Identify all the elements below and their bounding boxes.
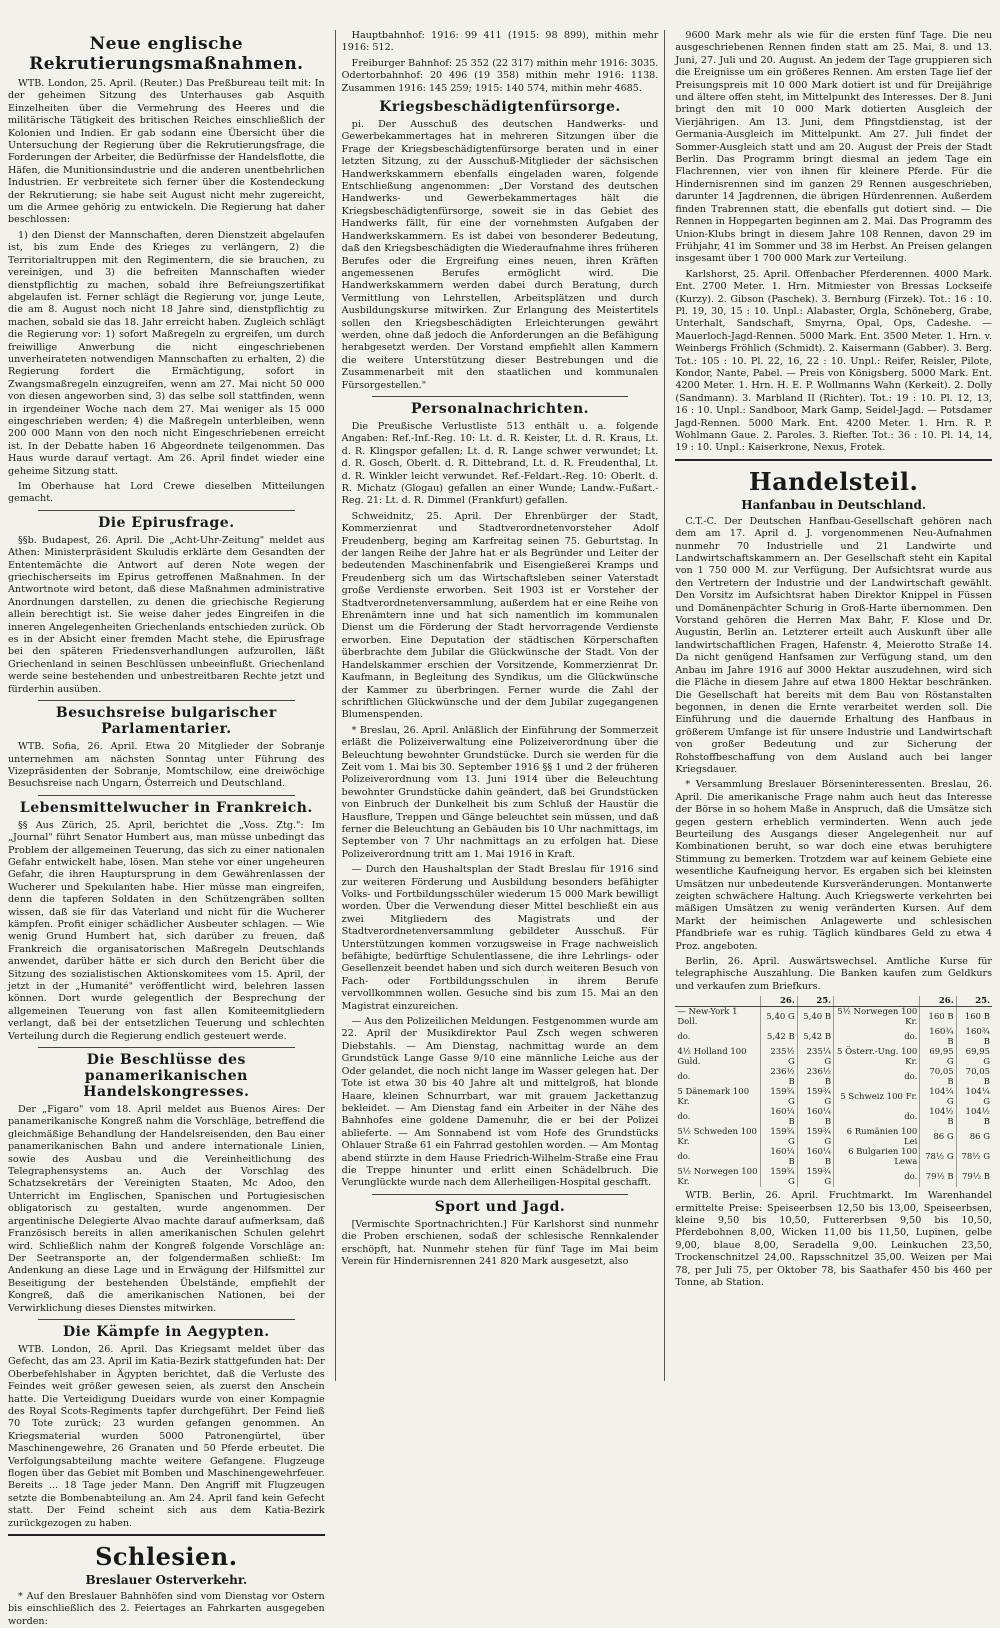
divider [38, 510, 295, 511]
table-cell: do. [677, 1112, 691, 1123]
table-cell: 235½ G [761, 1047, 797, 1067]
table-cell: 160¾ B [956, 1027, 992, 1047]
table-row [675, 1027, 992, 1047]
table-header-cell: 26. [761, 996, 797, 1007]
table-cell: 235¼ G [797, 1047, 833, 1067]
table-cell: do. [834, 1067, 920, 1087]
table-cell: 159¾ G [797, 1167, 833, 1187]
table-cell: 236½ B [797, 1067, 833, 1087]
table-cell: 5½ Norwegen 100 Kr. [677, 1167, 758, 1188]
article-paragraph: C.T.-C. Der Deutschen Hanfbau-Gesellschaft gehören nach dem am 17. April d. J. vorgenommenen Neu-Aufnahmen nunmehr 70 Industrielle und 21 Landwirte und Landwirtschaftskammern an. Der Gesellschaft steht ein Kapital von 1 750 000 M. zur Verfügung. Der Aufsichtsrat wurde aus den Vertretern der Industrie und der Landwirtschaft gewählt. Den Vorsitz im Aufsichtsrat haben Direktor Knippel in Füssen und Domänenpächter Schurig in Groß-Harte übernommen. Den Vorstand gehören die Herren Max Bahr, F. Klose und Dr. Augustin, Berlin an. Letzterer erteilt auch Auskunft über alle landwirtschaftlichen Fragen, Hafenstr. 4, Meierotto Straße 14. Da nicht genügend Hanfsamen zur Verfügung stand, um den Anbau im Jahre 1916 auf 3000 Hektar auszudehnen, wird sich die Fläche in diesem Jahre auf etwa 1800 Hektar beschränken. Die Gesellschaft hat bereits mit dem Bau von Röstanstalten begonnen, in denen die Ernte verarbeitet werden soll. Die Einführung und die dauernde Erhaltung des Hanfbaus in größerem Umfange ist für unsere Industrie und Landwirtschaft von großer Bedeutung und zur Sicherung der Rohstoffbeschaffung von dem Ausland auch bei langer Kriegsdauer. [675, 515, 993, 775]
table-cell: 79½ B [956, 1167, 992, 1187]
table-cell: do. [834, 1027, 920, 1047]
article-paragraph: §§b. Budapest, 26. April. Die „Acht-Uhr-Zeitung" meldet aus Athen: Ministerpräsident Skuludis erklärte dem Gesandten der Ententemächte die Antwort auf deren Note wegen der griechischerseits im Epirus getroffenen Maßnahmen. In der Antwortnote wird betont, daß diese Maßnahmen administrative Anordnungen darstellen, zu denen die griechische Regierung allein berechtigt ist. Sie weise daher jedes Eingreifen in die inneren Angelegenheiten Griechenlands entschieden zurück. Ob es in der Absicht einer fremden Macht stehe, die Epirusfrage bei den späteren Friedensverhandlungen aufzurollen, läßt Griechenland in seinen Beschlüssen unbeeinflußt. Griechenland werde seine bestehenden und unbestreitbaren Rechte jetzt und fürderhin ausüben. [8, 534, 325, 695]
article-headline: Personalnachrichten. [411, 400, 589, 417]
article-paragraph: * Versammlung Breslauer Börseninteressenten. Breslau, 26. April. Die amerikanische Frage nahm auch heut das Interesse der Börse in so hohem Maße in Anspruch, daß die Umsätze sich gegen gestern erheblich verminderten. Wenn auch jede Beurteilung des Ausgangs dieser Angelegenheit nur auf Kombinationen beruht, so war doch eine etwas beruhigtere Stimmung zu bemerken. Trotzdem war auf keinem Gebiete eine wesentliche Kaufneigung hervor. Es ergaben sich bei kleinsten Umsätzen nur unbedeutende Kursveränderungen. Montanwerte zeigten schwächere Haltung. Auch Kriegswerte verkehrten bei mäßigen Umsätzen zu wenig veränderten Kursen. Auf dem Markt der heimischen Anlagewerte und schlesischen Pfandbriefe war es ruhig. Täglich kündbares Geld zu etwa 4 Proz. angeboten. [675, 779, 993, 952]
table-cell: 104½ B [956, 1107, 992, 1127]
table-cell: 86 G [920, 1127, 956, 1147]
section-title: Handelsteil. [749, 466, 919, 496]
article-paragraph: pi. Der Ausschuß des deutschen Handwerks- und Gewerbekammertages hat in mehreren Sitzungen über die Frage der Kriegsbeschädigtenfürsorge beraten und in einer letzten Sitzung, zu der Ausschuß-Mitglieder der sächsischen Handwerkskammern ebenfalls eingeladen waren, folgende Entschließung angenommen: „Der Vorstand des deutschen Handwerks- und Gewerbekammertages hält die Kriegsbeschädigtenfürsorge, soweit sie in das Gebiet des Handwerks fällt, für eine der vornehmsten Aufgaben der Handwerkskammern. Es ist dabei von besonderer Bedeutung, daß den Kriegsbeschädigten die Wiederaufnahme ihres früheren Berufes oder die Ergreifung eines neuen, ihren Kräften angemessenen Berufes ermöglicht wird. Die Handwerkskammern werden dabei durch Beratung, durch Vermittlung von Lehrstellen, Arbeitsplätzen und durch Ausbildungskurse mitwirken. Zur Erlangung des Meistertitels sollen den Kriegsbeschädigten Erleichterungen gewährt werden, ohne daß jedoch die Anforderungen an die Befähigung herabgesetzt werden. Der Vorstand empfiehlt allen Kammern die weitere Unterstützung dieser Bestrebungen und die Zusammenarbeit mit den staatlichen und kommunalen Fürsorgestellen." [341, 119, 659, 391]
table-cell: 160¼ B [761, 1147, 797, 1167]
section-title: Schlesien. [95, 1542, 238, 1572]
table-cell: — New-York 1 Doll. [677, 1007, 738, 1028]
article-paragraph: WTB. Sofia, 26. April. Etwa 20 Mitglieder der Sobranje unternehmen am nächsten Sonntag unter Führung des Vizepräsidenten der Sobranje, Momtschilow, eine dreiwöchige Besuchsreise nach Ungarn, Österreich und Deutschland. [8, 741, 325, 790]
article-headline: Die Epirusfrage. [98, 514, 235, 531]
table-cell: 159¾ G [761, 1127, 797, 1147]
table-cell: do. [677, 1072, 691, 1083]
table-cell: do. [834, 1167, 920, 1187]
column-2 [335, 30, 666, 1381]
table-cell: 159¾ G [761, 1167, 797, 1187]
table-cell: 6 Rumänien 100 Lei [834, 1127, 920, 1147]
table-cell: 70,05 B [920, 1067, 956, 1087]
table-header-cell [675, 996, 761, 1007]
divider [38, 700, 295, 701]
table-cell: 5,42 B [797, 1027, 833, 1047]
table-row [675, 1047, 992, 1067]
divider [38, 1319, 295, 1320]
article-paragraph: Berlin, 26. April. Auswärtswechsel. Amtliche Kurse für telegraphische Auszahlung. Die Banken kaufen zum Geldkurs und verkaufen zum Briefkurs. [675, 956, 993, 992]
table-cell: 5 Schweiz 100 Fr. [834, 1087, 920, 1107]
table-row [675, 1147, 992, 1167]
table-cell: 160 B [920, 1007, 956, 1028]
table-header-cell [834, 996, 920, 1007]
table-cell: 5½ Schweden 100 Kr. [677, 1127, 757, 1148]
columns [8, 30, 993, 1627]
table-header-cell: 26. [920, 996, 956, 1007]
table-cell: 159¾ G [797, 1087, 833, 1107]
article-headline: Die Kämpfe in Aegypten. [63, 1323, 270, 1340]
article-paragraph: WTB. London, 26. April. Das Kriegsamt meldet über das Gefecht, das am 23. April im Katia-Bezirk stattgefunden hat: Der Oberbefehlshaber in Ägypten berichtet, daß die Verluste des Feindes weit größer gewesen seien, als zuerst den Anschein hatte. Die Verteidigung Dueidars wurde von einer Kompagnie des Royal Scots-Regiments tapfer durchgeführt. Der Feind ließ 70 Tote zurück; 23 wurden gefangen genommen. An Kriegsmaterial wurden 5000 Patronengürtel, über Maschinengewehre, 26 Granaten und 50 Pferde erbeutet. Die Verfolgungsabteilung machte weitere Gefangene. Flugzeuge flogen über das Gebiet mit Bomben und Maschinengewehrfeuer. Bereits ... 18 Tage jeder Mann. Den Angriff mit Flugzeugen setzte die Bombenabteilung an. Am 24. April fand kein Gefecht statt. Der Feind scheint sich aus dem Katia-Bezirk zurückgezogen zu haben. [8, 1343, 325, 1529]
article-paragraph: Hauptbahnhof: 1916: 99 411 (1915: 98 899), mithin mehr 1916: 512. [341, 30, 659, 54]
table-cell: 5 Dänemark 100 Kr. [677, 1087, 750, 1108]
table-cell: 104¼ G [956, 1087, 992, 1107]
article-paragraph: Im Oberhause hat Lord Crewe dieselben Mitteilungen gemacht. [8, 481, 325, 505]
article-paragraph: 9600 Mark mehr als wie für die ersten fünf Tage. Die neu ausgeschriebenen Rennen finden statt am 25. Mai, 8. und 13. Juni, 27. Juli und 20. August. An jedem der Tage gruppieren sich die Ereignisse um ein größeres Rennen. Am ersten Tage lief der Preisungspreis mit 10 000 Mark dotiert ist und für Dreijährige und ältere offen steht, im Mittelpunkt des Interesses. Der 8. Juni bringt den mit 10 000 Mark dotierten Ausgleich der Vierjährigen. Am 13. Juni, dem Pfingstdienstag, ist der Germania-Ausgleich im Mittelpunkt. Am 27. Juli findet der Sommer-Ausgleich statt und am 20. August der Preis der Stadt Berlin. Das Programm bringt diesmal an jedem Tage ein Flachrennen, vier von ihnen für kleinere Pferde. Für die Hindernisrennen sind im ganzen 29 Rennen ausgeschrieben, darunter 14 Jagdrennen, die übrigen Hürdenrennen. Außerdem finden Trabrennen statt, die ebenfalls gut dotiert sind. — Die Rennen in Hoppegarten beginnen am 2. Mai. Das Programm des Union-Klubs bringt in diesem Jahre 108 Rennen, davon 29 im Frühjahr, 41 im Sommer und 38 im Herbst. An Preisen gelangen insgesamt über 1 700 000 Mark zur Verteilung. [675, 30, 993, 265]
table-cell: 5 Österr.-Ung. 100 Kr. [834, 1047, 920, 1067]
table-cell: 104¼ G [920, 1087, 956, 1107]
table-row [675, 1107, 992, 1127]
article-paragraph: Der „Figaro" vom 18. April meldet aus Buenos Aires: Der panamerikanische Kongreß nahm die Vorschläge, betreffend die gleichmäßige Behandlung der Handelsreisenden, den Bau einer panamerikanischen Bahn und andere internationale Linien, sowie des Ausbau und die Vereinheitlichung des Telegraphensystems an. Auch der Vorschlag des Schatzsekretärs der Vereinigten Staaten, Mc Adoo, den Unterricht im Englischen, Spanischen und Portugiesischen obligatorisch zu gestalten, wurde angenommen. Der argentinische Delegierte Alvao machte darauf aufmerksam, daß Französisch bereits in allen amerikanischen Schulen gelehrt wird. Schließlich nahm der Kongreß folgende Vorschläge an: Der Seetransporte an, der folgendermaßen schließt: Im Andenkung an diese Lage und in Erwägung der Hilfsmittel zur Beseitigung der bestehenden Übelstände, empfiehlt der Kongreß, daß die amerikanischen Nationen, bei der Verwirklichung dieses Dienstes mitwirken. [8, 1104, 325, 1314]
table-cell: 79½ B [920, 1167, 956, 1187]
article-paragraph: — Aus den Polizeilichen Meldungen. Festgenommen wurde am 22. April der Musikdirektor Paul Zsch wegen schweren Diebstahls. — Am Dienstag, nachmittag wurde an dem Grundstück Lange Gasse 9/10 eine männliche Leiche aus der Oder gelandet, die noch nicht lange im Wasser gelegen hat. Der Tote ist etwa 30 bis 40 Jahre alt und mittelgroß, hat blonde Haare, kleinen Schnurrbart, war mit grauem Jackettanzug bekleidet. — Am Dienstag fand ein Arbeiter in der Nähe des Bahnhofes eine goldene Damenuhr, die er bei der Polizei ablieferte. — Am Sonnabend ist vom Hofe des Grundstücks Ohlauer Straße 61 ein Fahrrad gestohlen worden. — Am Montag abend stürzte in dem Hause Friedrich-Wilhelm-Straße eine Frau die Treppe hinunter und erlitt einen Schädelbruch. Die Verunglückte wurde nach dem Allerheiligen-Hospital geschafft. [341, 1016, 659, 1189]
table-header-cell: 25. [797, 996, 833, 1007]
article-paragraph: Schweidnitz, 25. April. Der Ehrenbürger der Stadt, Kommerzienrat und Stadtverordnetenvorsteher Adolf Freudenberg, beging am Karfreitag seinen 75. Geburtstag. In der langen Reihe der Jahre hat er als Begründer und Leiter der bedeutenden Maschinenfabrik und Eisengießerei Kramps und Freudenberg sich um das Wirtschaftsleben seiner Vaterstadt große Verdienste erworben. Seit 1903 ist er Vorsteher der Stadtverordnetenversammlung, außerdem hat er eine Reihe von Ehrenämtern inne und hat sich namentlich im kommunalen Dienst um die Förderung der Stadt hervorragende Verdienste erworben. Eine Deputation der städtischen Körperschaften überbrachte dem Jubilar die Glückwünsche der Stadt. Von der Handelskammer erschien der Vorsitzende, Kommerzienrat Dr. Kaufmann, in Begleitung des Syndikus, um die Glückwünsche der Kammer zu überbringen. Ferner wurde die Zahl der schriftlichen Glückwünsche und der dem Jubilar zugegangenen Blumenspenden. [341, 510, 659, 721]
divider [38, 795, 295, 796]
table-cell: 160 B [956, 1007, 992, 1028]
article-paragraph: [Vermischte Sportnachrichten.] Für Karlshorst sind nunmehr die Proben erschienen, sodaß der schlesische Rennkalender erschöpft, hat. Nunmehr stehen für fünf Tage im Mai beim Verein für Hindernisrennen 241 820 Mark ausgesetzt, also [341, 1218, 659, 1267]
table-header-row [675, 996, 992, 1007]
article-paragraph: * Auf den Breslauer Bahnhöfen sind vom Dienstag vor Ostern bis einschließlich des 2. Feiertages an Fahrkarten ausgegeben worden: [8, 1591, 325, 1627]
table-cell: 5,40 G [761, 1007, 797, 1028]
table-cell: 4½ Holland 100 Guld. [677, 1047, 747, 1068]
table-cell: 5,42 B [761, 1027, 797, 1047]
table-row [675, 1087, 992, 1107]
table-row [675, 1127, 992, 1147]
article-paragraph: Die Preußische Verlustliste 513 enthält u. a. folgende Angaben: Ref.-Inf.-Reg. 10: Lt. d. R. Keister, Lt. d. R. Kraus, Lt. d. R. Klingspor gefallen; Lt. d. R. Lange schwer verwundet; Lt. d. R. Gosch, Oberlt. d. R. Dittebrand, Lt. d. R. Freudenthal, Lt. d. R. Winkler leicht verwundet. Ref.-Feldart.-Reg. 10: Oberlt. d. R. Michatz (Glogau) gefallen an einer Wunde; Landw.-Fußart.-Reg. 21: Lt. d. R. Dimmel (Frankfurt) gefallen. [341, 420, 659, 507]
divider [8, 1534, 325, 1536]
divider [372, 396, 629, 397]
article-headline: Lebensmittelwucher in Frankreich. [19, 799, 313, 816]
article-paragraph: Freiburger Bahnhof: 25 352 (22 317) mithin mehr 1916: 3035. Odertorbahnhof: 20 496 (19 358) mithin mehr 1916: 1138. Zusammen 1916: 145 259; 1915: 140 574, mithin mehr 4685. [341, 57, 659, 94]
table-cell: 160¼ B [797, 1147, 833, 1167]
article-paragraph: Karlshorst, 25. April. Offenbacher Pferderennen. 4000 Mark. Ent. 2700 Meter. 1. Hrn. Mitmiester von Bressas Lockseife (Kurzy). 2. Gibson (Paschek). 3. Bernburg (Firzek). Tot.: 16 : 10. Pl. 19, 30, 15 : 10. Unpl.: Alabaster, Orgla, Schöneberg, Grabe, Unterhalt, Sandschaft, Smyrna, Opal, Ops, Cadeshe. — Mauerloch-Jagd-Rennen. 5000 Mark. Ent. 3500 Meter. 1. Hrn. v. Weinbergs Fröhlich (Schmidt). 2. Kaisermann (Gabber). 3. Berg. Tot.: 105 : 10. Pl. 22, 16, 22 : 10. Unpl.: Reifer, Reisler, Pilote, Kondor, Nante, Pabel. — Preis von Königsberg. 5000 Mark. Ent. 4200 Meter. 1. Hrn. H. E. P. Wollmanns Wahn (Kerkeit). 2. Dolly (Sandmann). 3. Marbland II (Richter). Tot.: 19 : 10. Pl. 12, 13, 16 : 10. Unpl.: Sandboor, Mark Gamp, Seidel-Jagd. — Potsdamer Jagd-Rennen. 5000 Mark. Ent. 4200 Meter. 1. Hrn. R. P. Wohlmann Gaue. 2. Paroles. 3. Riefter. Tot.: 36 : 10. Pl. 14, 14, 19 : 10. Unpl.: Kaiserkrone, Nexus, Frotek. [675, 268, 993, 454]
divider [38, 1047, 295, 1048]
table-cell: 104½ B [920, 1107, 956, 1127]
article-headline: Besuchsreise bulgarischer Parlamentarier. [55, 705, 277, 738]
article-paragraph: * Breslau, 26. April. Anläßlich der Einführung der Sommerzeit erläßt die Polizeiverwaltung eine Polizeiverordnung über die Beleuchtung bewohnter Grundstücke. Durch sie werden für die Zeit vom 1. Mai bis 30. September 1916 §§ 1 und 2 der früheren Polizeiverordnung vom 13. Juni 1914 über die Beleuchtung bewohnter Grundstücke dahin geändert, daß bei Grundstücken von Einbruch der Dunkelheit bis zum Schluß der Haustür die Hausflure, Treppen und Gänge beleuchtet sein müssen, und daß ferner die Beleuchtung an Gebäuden bis 10 Uhr nachmittags, im September von 7 Uhr nachmittags an zu erfolgen hat. Diese Polizeiverordnung tritt am 1. Mai 1916 in Kraft. [341, 724, 659, 860]
divider [372, 1194, 629, 1195]
table-header-cell: 25. [956, 996, 992, 1007]
table-row [675, 1067, 992, 1087]
table-cell: 160¼ B [761, 1107, 797, 1127]
divider [675, 459, 992, 461]
article-headline: Die Beschlüsse des panamerikanischen Handelskongresses. [83, 1052, 250, 1101]
column-1 [8, 30, 325, 1627]
article-headline: Neue englische Rekrutierungsmaßnahmen. [29, 34, 304, 74]
article-headline: Sport und Jagd. [434, 1198, 566, 1215]
article-subheadline: Breslauer Osterverkehr. [85, 1573, 248, 1588]
article-paragraph: WTB. Berlin, 26. April. Fruchtmarkt. Im Warenhandel ermittelte Preise: Speiseerbsen 12,50 bis 13,00, Speiseerbsen, kleine 9,50 bis 10,50, Futtererbsen 9,50 bis 10,50, Pferdebohnen 8,00, Wicken 11,00 bis 11,50, Lupinen, gelbe 9,00, blaue 8,00, Seradella 9,00. Leinkuchen 23,50, Trockenschnitzel 24,00. Rapsschnitzel 35,00. Weizen per Mai 78, per Juli 75, per Oktober 78, bis Saathafer 450 bis 460 per Tonne, ab Station. [675, 1190, 993, 1289]
table-cell: 78½ G [956, 1147, 992, 1167]
table-cell: 160¼ B [797, 1107, 833, 1127]
article-headline: Kriegsbeschädigtenfürsorge. [379, 99, 621, 116]
table-cell: 236½ B [761, 1067, 797, 1087]
table-cell: 69,95 G [920, 1047, 956, 1067]
table-cell: 78½ G [920, 1147, 956, 1167]
table-cell: 70,05 B [956, 1067, 992, 1087]
table-row [675, 1007, 992, 1028]
column-3 [675, 30, 992, 1381]
exchange-rates-table [675, 996, 992, 1187]
table-row [675, 1167, 992, 1187]
table-cell: 86 G [956, 1127, 992, 1147]
table-cell: 69,95 G [956, 1047, 992, 1067]
article-subheadline: Hanfanbau in Deutschland. [741, 497, 927, 512]
table-cell: do. [677, 1032, 691, 1043]
article-paragraph: WTB. London, 25. April. (Reuter.) Das Preßbureau teilt mit: In der geheimen Sitzung des Unterhauses gab Asquith Einzelheiten über die Vermehrung des Heeres und die militärische Tätigkeit des britischen Reiches einschließlich der Kolonien und Indien. Er gab sodann eine Übersicht über die Untersuchung der Regierung über die Rekrutierungsfrage, die Forderungen der Arbeiter, die Bedürfnisse der Handelsflotte, die Häfen, die Munitionsindustrie und die anderen unentbehrlichen Industrien. Er verbreitete sich ferner über die Kostendeckung der Rekrutierung; sie habe seit August nicht mehr zugereicht, um die Armee gehörig zu entwickeln. Die Regierung hat daher beschlossen: [8, 78, 325, 226]
article-paragraph: — Durch den Haushaltsplan der Stadt Breslau für 1916 sind zur weiteren Förderung und Ausbildung besonders befähigter Volks- und Fortbildungsschüler wiederum 15 000 Mark bewilligt worden. Über die Verwendung dieser Mittel beschließt ein aus zwei Mitgliedern des Magistrats und der Stadtverordnetenversammlung gebildeter Ausschuß. Für Unterstützungen kommen vorzugsweise in Frage nachweislich befähigte, bedürftige Schulentlassene, die ihre Lehrlings- oder Gesellenzeit beendet haben und sich durch weiteren Besuch von Fach- oder Fortbildungsschulen in ihrem Berufe vervollkommnen wollen. Gesuche sind bis zum 15. Mai an den Magistrat einzureichen. [341, 864, 659, 1012]
article-paragraph: §§ Aus Zürich, 25. April, berichtet die „Voss. Ztg.": Im „Journal" führt Senator Humbert aus, man müsse unbedingt das Problem der allgemeinen Teuerung, das sich zu einer nationalen Gefahr entwickelt habe, lösen. Man stehe vor einer ungeheuren Gefahr, die ihren Hauptursprung in dem Gewährenlassen der Wucherer und Spekulanten habe. Hier müsse man eingreifen, denn die tapferen Soldaten in den Schützengräben sollten wissen, daß sie für das Vaterland und nicht für die Wucherer kämpfen. Profit einiger schädlicher Ausbeuter schlagen. — Wie wenig Grund Humbert hat, sich darüber zu freuen, daß Frankreich die organisatorischen Maßregeln Deutschlands anwendet, darüber hätte er sich durch den Bericht über die Sitzung des sozialistischen Aktionskomitees vom 15. April, der jetzt in der „Humanité" veröffentlicht wird, belehren lassen können. Dort wurde gelegentlich der Besprechung der allgemeinen Teuerung von fast allen Komiteemitgliedern verlangt, daß bei der entsetzlichen Teuerung und schlechten Verteilung durch die Regierung endlich gesteuert werde. [8, 819, 325, 1042]
table-cell: 159¾ G [761, 1087, 797, 1107]
article-paragraph: 1) den Dienst der Mannschaften, deren Dienstzeit abgelaufen ist, bis zum Ende des Krieges zu verlängern, 2) die Territorialtruppen mit den Regimentern, die sie brauchen, zu vereinigen, und 3) die befreiten Mannschaften wieder dienstpflichtig zu machen, sobald ihre Befreiungszertifikat abgelaufen ist. Ferner schlägt die Regierung vor, junge Leute, die am 8. August noch nicht 18 Jahre sind, dienstpflichtig zu machen, sobald sie das 18. Jahr erreicht haben. Zugleich schlägt die Regierung vor: 1) sofort Maßregeln zu ergreifen, um durch freiwillige Anwerbung die nicht eingeschriebenen unverheirateten notwendigen Mannschaften zu erhalten, 2) die Regierung fordert die Ermächtigung, sofort in Zwangsmaßregeln einzugreifen, wenn am 27. Mai nicht 50 000 von diesen angeworben sind, 3) das selbe soll stattfinden, wenn in irgendeiner Woche nach dem 27. Mai weniger als 15 000 eingeschrieben werden; 4) die Maßregeln unterbleiben, wenn 200 000 Mann von den noch nicht Eingeschriebenen erreicht ist. In der Debatte haben 16 Abgeordnete teilgenommen. Das Haus wurde darauf vertagt. Am 26. April findet wieder eine geheime Sitzung statt. [8, 229, 325, 477]
table-cell: 6 Bulgarien 100 Lewa [834, 1147, 920, 1167]
table-cell: 5½ Norwegen 100 Kr. [834, 1007, 920, 1028]
table-cell: 160¾ B [920, 1027, 956, 1047]
table-cell: 5,40 B [797, 1007, 833, 1028]
table-cell: 159¾ G [797, 1127, 833, 1147]
table-cell: do. [834, 1107, 920, 1127]
table-cell: do. [677, 1152, 691, 1163]
